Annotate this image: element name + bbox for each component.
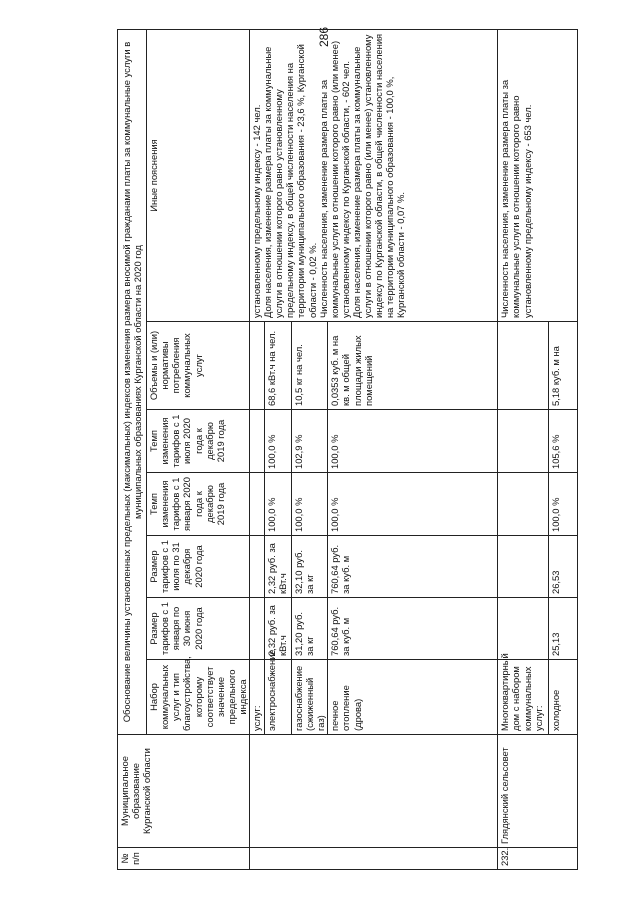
cell-set: электроснабжение: [265, 660, 292, 735]
cell-tariff-jan: 31,20 руб. за кг: [292, 598, 328, 660]
title-row: [118, 30, 147, 870]
cell-rate-jan: 100,0 %: [292, 473, 328, 536]
cell-tariff-jan: 25,13: [549, 598, 578, 660]
cell-set: печное отопление (дрова): [328, 660, 498, 735]
cell-blank: [498, 410, 549, 473]
rotated-table-wrapper: [117, 30, 566, 870]
cell-municipality-blank: [250, 735, 498, 848]
cell-blank: [498, 322, 549, 410]
cell-set: газоснабжение (сжиженный газ): [292, 660, 328, 735]
tariff-table: [117, 26, 578, 870]
cell-tariff-jul: 760,64 руб. за куб. м: [328, 536, 498, 598]
header-tariff-jul: Размер тарифов с 1 июля по 31 декабря 2020 года: [147, 536, 250, 598]
cell-notes: Численность населения, изменение размера платы за коммунальные услуги в отношении которого равно установленному предельному индексу - 653 чел.: [498, 30, 578, 322]
cell-rate-jan: 100,0 %: [549, 473, 578, 536]
cell-set: холодное: [549, 660, 578, 735]
cell-blank: [250, 598, 265, 660]
cell-rate-jul: 100,0 %: [328, 410, 498, 473]
cell-rate-jan: 100,0 %: [328, 473, 498, 536]
cell-num: 232.: [498, 848, 578, 870]
cell-rate-jul: 102,9 %: [292, 410, 328, 473]
cell-tariff-jul: 26,53: [549, 536, 578, 598]
table-row: [250, 30, 265, 870]
cell-rate-jul: 105,6 %: [549, 410, 578, 473]
cell-notes: установленному предельному индексу - 142 чел. Доля населения, изменение размера платы за коммунальные услуги в отношении которого равно установленному предельному индексу, в общей численности населения на территории муниципального образования - 23,6 %, Курганской области - 0,02 %. Численность населения, изменение размера платы за коммунальные услуги в отношении которого равно (или менее) установленному индексу по Курганской области, - 602 чел. Доля населения, изменение размера платы за коммунальные услуги в отношении которого равно (или менее) установленному индексу по Курганской области, в общей численности населения на территории муниципального образования - 100,0 %, Курганской области - 0,07 %.: [250, 30, 498, 322]
cell-set: услуг:: [250, 660, 265, 735]
cell-tariff-jul: 32,10 руб. за кг: [292, 536, 328, 598]
cell-municipality: Глядянский сельсовет: [498, 735, 578, 848]
cell-set: Многоквартирный дом с набором коммунальных услуг:: [498, 660, 549, 735]
header-rate-jan: Темп изменения тарифов с 1 января 2020 года к декабрю 2019 года: [147, 473, 250, 536]
page-number: 286: [317, 26, 332, 48]
cell-blank: [498, 598, 549, 660]
cell-rate-jul: 100,0 %: [265, 410, 292, 473]
cell-tariff-jul: 2,32 руб. за кВт.ч: [265, 536, 292, 598]
cell-volumes: 5,18 куб. м на: [549, 322, 578, 410]
cell-blank: [498, 536, 549, 598]
cell-blank: [250, 322, 265, 410]
cell-volumes: 10,5 кг на чел.: [292, 322, 328, 410]
header-municipality: Муниципальное образование Курганской области: [118, 735, 250, 848]
cell-blank: [498, 473, 549, 536]
header-notes: Иные пояснения: [147, 30, 250, 322]
cell-blank: [250, 536, 265, 598]
header-num: № п/п: [118, 848, 250, 870]
cell-blank: [250, 473, 265, 536]
header-set: Набор коммунальных услуг и тип благоустройства, которому соответствует значение предельного индекса: [147, 660, 250, 735]
cell-volumes: 0,0353 куб. м на кв. м общей площади жилых помещений: [328, 322, 498, 410]
header-rate-jul: Темп изменения тарифов с 1 июля 2020 года к декабрю 2019 года: [147, 410, 250, 473]
cell-tariff-jan: 760,64 руб. за куб. м: [328, 598, 498, 660]
header-volumes: Объемы и (или) нормативы потребления коммунальных услуг: [147, 322, 250, 410]
cell-tariff-jan: 2,32 руб. за кВт.ч: [265, 598, 292, 660]
cell-num-blank: [250, 848, 498, 870]
cell-rate-jan: 100,0 %: [265, 473, 292, 536]
cell-blank: [250, 410, 265, 473]
cell-volumes: 68,6 кВт.ч на чел.: [265, 322, 292, 410]
header-tariff-jan: Размер тарифов с 1 января по 30 июня 2020 года: [147, 598, 250, 660]
table-title: Обоснование величины установленных предельных (максимальных) индексов изменения размера вносимой гражданами платы за коммунальные услуги в муниципальных образованиях Курганской области на 2020 год: [118, 30, 147, 735]
table-row: [498, 30, 549, 870]
